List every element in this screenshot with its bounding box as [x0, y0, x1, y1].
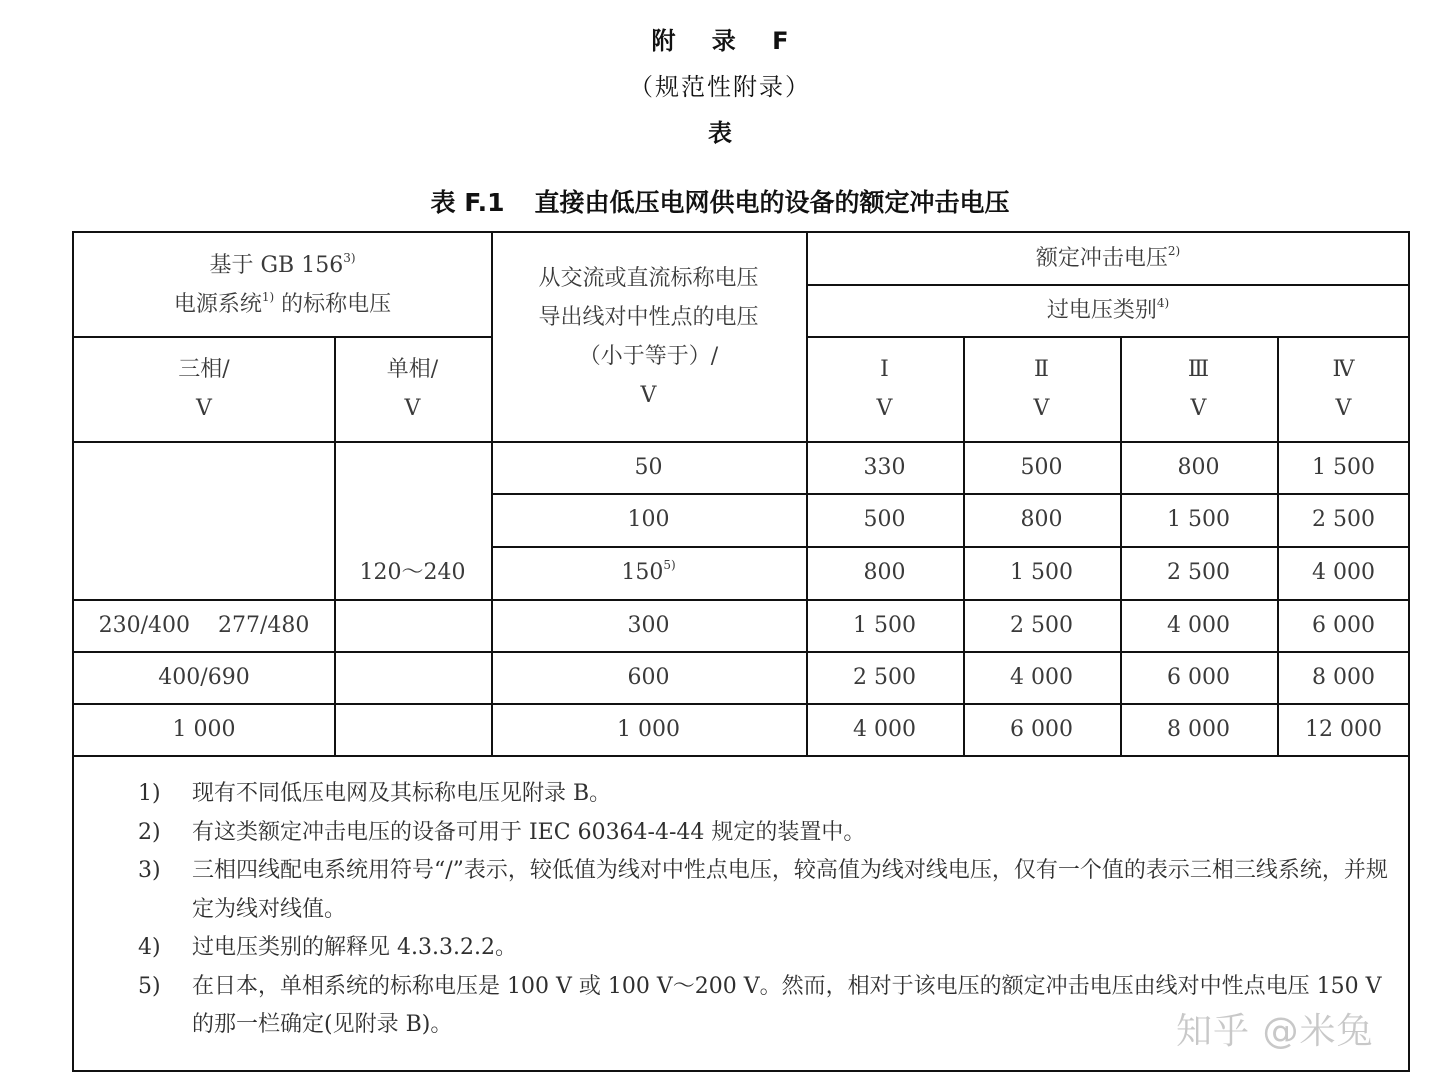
category-label: Ⅳ [1332, 356, 1355, 382]
footnote-ref: 3) [343, 250, 356, 265]
impulse-cell: 4 000 [853, 716, 916, 742]
footnote-number: 2) [138, 819, 161, 845]
three-phase-value: 400/690 [158, 664, 250, 690]
ln-voltage-cell [491, 493, 806, 546]
ln-voltage-value: 50 [634, 454, 663, 480]
header-line-to-neutral-voltage [491, 233, 806, 441]
table-word: 表 [708, 119, 732, 147]
ln-voltage-cell [491, 703, 806, 755]
header-single-phase-label: 单相/ [386, 356, 439, 382]
ln-voltage-cell [491, 441, 806, 493]
impulse-cell: 4 000 [1167, 612, 1230, 638]
header-three-phase-label: 三相/ [178, 356, 230, 382]
header-ln-line2: 导出线对中性点的电压 [538, 305, 759, 330]
three-phase-value: 1 000 [172, 716, 236, 742]
header-ln-line1: 从交流或直流标称电压 [538, 266, 759, 291]
impulse-cell: 6 000 [1312, 612, 1375, 638]
ln-voltage-value: 600 [627, 664, 670, 690]
header-single-phase [334, 336, 491, 441]
header-unit: V [1033, 395, 1050, 421]
footnote-item [138, 814, 1400, 853]
ln-voltage-cell [491, 546, 806, 599]
table-caption-number: 表 F.1 [430, 188, 505, 217]
table-caption [0, 188, 1440, 218]
footnote-text: 现有不同低压电网及其标称电压见附录 B。 [192, 781, 612, 806]
header-category-2 [963, 336, 1120, 441]
impulse-cell: 2 500 [1167, 560, 1230, 585]
footnote-number: 1) [138, 781, 161, 806]
header-category-3 [1120, 336, 1277, 441]
footnote-text: 在日本，单相系统的标称电压是 100 V 或 100 V～200 V。然而，相对于该电压的额定冲击电压由线对中性点电压 150 V 的那一栏确定(见附录 B)。 [192, 973, 1382, 1037]
impulse-cell: 12 000 [1305, 716, 1382, 742]
table-rule [74, 755, 1410, 757]
impulse-cell: 1 500 [1167, 507, 1230, 532]
footnote-number: 4) [138, 935, 161, 960]
category-label: Ⅲ [1187, 356, 1210, 382]
impulse-cell: 2 500 [853, 664, 916, 690]
header-unit: V [404, 395, 421, 421]
header-unit: V [1335, 395, 1352, 421]
impulse-cell: 2 500 [1312, 507, 1375, 532]
three-phase-277-480: 277/480 [218, 612, 310, 638]
header-ln-line3: （小于等于）/ [578, 344, 719, 369]
impulse-cell: 6 000 [1167, 664, 1230, 690]
header-gb156-label: 基于 GB 156 [209, 252, 344, 278]
header-ln-unit: V [640, 383, 657, 408]
header-rated-impulse-voltage [806, 233, 1410, 284]
ln-voltage-value: 300 [627, 612, 670, 638]
impulse-cell: 6 000 [1010, 716, 1073, 742]
header-unit: V [876, 395, 893, 421]
header-overvoltage-label: 过电压类别 [1046, 297, 1157, 323]
impulse-cell: 1 500 [1010, 560, 1073, 585]
header-nominal-system-voltage [74, 233, 491, 336]
footnote-ref: 5) [663, 558, 676, 572]
ln-voltage-value: 100 [627, 507, 670, 532]
impulse-cell: 4 000 [1010, 664, 1073, 690]
footnote-ref: 1) [261, 289, 275, 304]
header-unit: V [1190, 395, 1207, 421]
header-power-system-label: 电源系统 [173, 291, 262, 317]
header-overvoltage-category [806, 284, 1410, 336]
footnote-text: 有这类额定冲击电压的设备可用于 IEC 60364-4-44 规定的装置中。 [192, 819, 866, 845]
footnote-text: 三相四线配电系统用符号“/”表示，较低值为线对中性点电压，较高值为线对线电压，仅有一个值的表示三相三线系统，并规定为线对线值。 [192, 858, 1388, 922]
header-rated-impulse-label: 额定冲击电压 [1035, 246, 1168, 271]
three-phase-230-400: 230/400 [98, 612, 190, 638]
impulse-cell: 800 [1177, 454, 1220, 480]
impulse-cell: 800 [863, 560, 906, 585]
header-nominal-voltage-label: 的标称电压 [274, 291, 392, 317]
impulse-cell: 8 000 [1312, 664, 1375, 690]
impulse-cell: 2 500 [1010, 612, 1073, 638]
footnote-item [138, 775, 1400, 814]
ln-voltage-value: 150 [621, 560, 664, 585]
ln-voltage-cell [491, 651, 806, 703]
impulse-cell: 8 000 [1167, 716, 1230, 742]
footnote-ref: 2) [1167, 244, 1181, 258]
ln-voltage-value: 1 000 [617, 716, 680, 742]
footnote-item [138, 929, 1400, 968]
category-label: Ⅰ [880, 356, 889, 382]
header-category-1 [806, 336, 963, 441]
impulse-cell: 500 [1020, 454, 1063, 480]
footnote-number: 5) [138, 973, 161, 999]
header-category-4 [1277, 336, 1410, 441]
impulse-cell: 330 [863, 454, 906, 480]
footnote-item [138, 852, 1400, 929]
footnote-text: 过电压类别的解释见 4.3.3.2.2。 [192, 935, 517, 960]
impulse-cell: 1 500 [1312, 454, 1375, 480]
category-label: Ⅱ [1034, 356, 1049, 382]
impulse-cell: 500 [863, 507, 906, 532]
three-phase-value [74, 599, 334, 651]
appendix-normative-label: （规范性附录） [629, 73, 811, 101]
table-caption-title: 直接由低压电网供电的设备的额定冲击电压 [534, 188, 1010, 217]
footnote-number: 3) [138, 858, 161, 883]
header-three-phase [74, 336, 334, 441]
impulse-cell: 800 [1020, 507, 1063, 532]
impulse-cell: 4 000 [1312, 560, 1375, 585]
single-phase-value: 120～240 [359, 560, 466, 585]
footnote-ref: 4) [1156, 295, 1170, 310]
zhihu-watermark: 知乎 @米兔 [1176, 1011, 1374, 1052]
appendix-title: 附 录 F [651, 27, 803, 55]
impulse-cell: 1 500 [853, 612, 916, 638]
ln-voltage-cell [491, 599, 806, 651]
header-unit: V [196, 395, 212, 421]
